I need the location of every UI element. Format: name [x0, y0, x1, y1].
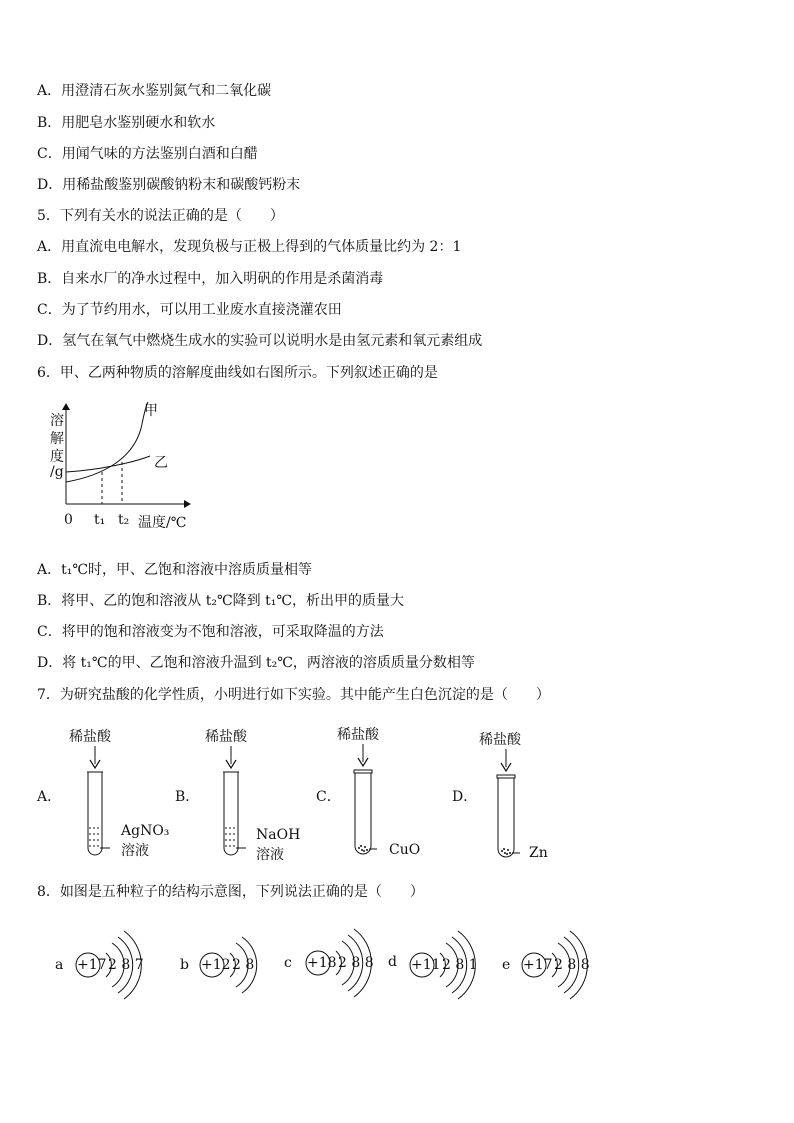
particle-c-nucleus: +18	[307, 955, 337, 971]
q6-stem: 6．甲、乙两种物质的溶解度曲线如右图所示。下列叙述正确的是	[37, 365, 438, 381]
q4-option-c: C．用闻气味的方法鉴别白酒和白醋	[37, 146, 258, 162]
x-axis-label: 温度/℃	[138, 515, 187, 531]
q5-option-c: C．为了节约用水，可以用工业废水直接浇灌农田	[37, 302, 342, 318]
q5-option-a: A．用直流电电解水，发现负极与正极上得到的气体质量比约为 2：1	[37, 239, 462, 255]
tube-c-svg	[349, 742, 389, 860]
tube-a-letter: A．	[37, 789, 62, 805]
q5-stem: 5．下列有关水的说法正确的是（ ）	[37, 208, 284, 224]
tube-c-letter: C．	[316, 789, 341, 805]
particle-d-nucleus: +11	[411, 957, 441, 973]
particle-d-shells: 2 8 1	[442, 957, 478, 973]
t2-label: t₂	[118, 512, 130, 528]
particle-c-letter: c	[284, 955, 292, 971]
tube-b-substance: NaOH	[256, 827, 301, 843]
curve-jia-label: 甲	[144, 403, 158, 419]
curve-yi-label: 乙	[154, 455, 168, 471]
particle-d-letter: d	[388, 954, 397, 970]
q6-option-a: A．t₁℃时，甲、乙饱和溶液中溶质质量相等	[37, 562, 313, 578]
tube-b-reagent: 稀盐酸	[205, 729, 247, 745]
particle-b-letter: b	[180, 957, 189, 973]
curve-jia	[66, 402, 148, 482]
particle-c-shells: 2 8 8	[338, 955, 374, 971]
tube-c-substance: CuO	[389, 842, 421, 858]
tube-d-letter: D．	[452, 789, 478, 805]
tube-a-svg	[80, 744, 110, 860]
origin-label: 0	[64, 512, 73, 528]
tube-d-svg	[492, 747, 532, 865]
y-label-3: 度	[50, 449, 64, 465]
y-label-2: 解	[50, 431, 64, 447]
particle-e-letter: e	[502, 957, 511, 973]
y-label-1: 溶	[50, 413, 64, 429]
q4-option-a: A．用澄清石灰水鉴别氮气和二氧化碳	[37, 83, 272, 99]
q5-option-b: B．自来水厂的净水过程中，加入明矾的作用是杀菌消毒	[37, 271, 384, 287]
q6-option-b: B．将甲、乙的饱和溶液从 t₂℃降到 t₁℃，析出甲的质量大	[37, 593, 404, 609]
y-label-4: /g	[50, 464, 64, 480]
q8-stem: 8．如图是五种粒子的结构示意图，下列说法正确的是（ ）	[37, 884, 424, 900]
tube-a-substance2: 溶液	[121, 843, 149, 859]
tube-d-reagent: 稀盐酸	[479, 732, 521, 748]
t1-label: t₁	[94, 512, 106, 528]
curve-yi	[66, 456, 150, 472]
tube-a-substance: AgNO₃	[121, 823, 170, 839]
particle-b-nucleus: +12	[201, 957, 231, 973]
tube-d-substance: Zn	[529, 845, 548, 861]
particle-a-shells: 2 8 7	[108, 957, 144, 973]
q6-option-d: D．将 t₁℃的甲、乙饱和溶液升温到 t₂℃，两溶液的溶质质量分数相等	[37, 655, 475, 671]
particle-e-shells: 2 8 8	[554, 957, 590, 973]
tube-a-reagent: 稀盐酸	[69, 729, 111, 745]
tube-b-svg	[216, 744, 246, 860]
particle-b-shells: 2 8	[232, 957, 255, 973]
particle-a-nucleus: +17	[77, 957, 107, 973]
particle-e-nucleus: +17	[523, 957, 553, 973]
tube-b-letter: B．	[175, 789, 200, 805]
solubility-graph	[40, 398, 200, 533]
tube-b-substance2: 溶液	[256, 847, 284, 863]
q7-stem: 7．为研究盐酸的化学性质，小明进行如下实验。其中能产生白色沉淀的是（ ）	[37, 687, 550, 703]
tube-c-reagent: 稀盐酸	[337, 727, 379, 743]
q5-option-d: D．氢气在氧气中燃烧生成水的实验可以说明水是由氢元素和氧元素组成	[37, 333, 483, 349]
particle-a-letter: a	[55, 957, 64, 973]
q4-option-d: D．用稀盐酸鉴别碳酸钠粉末和碳酸钙粉末	[37, 177, 301, 193]
q4-option-b: B．用肥皂水鉴别硬水和软水	[37, 115, 216, 131]
q6-option-c: C．将甲的饱和溶液变为不饱和溶液，可采取降温的方法	[37, 624, 384, 640]
